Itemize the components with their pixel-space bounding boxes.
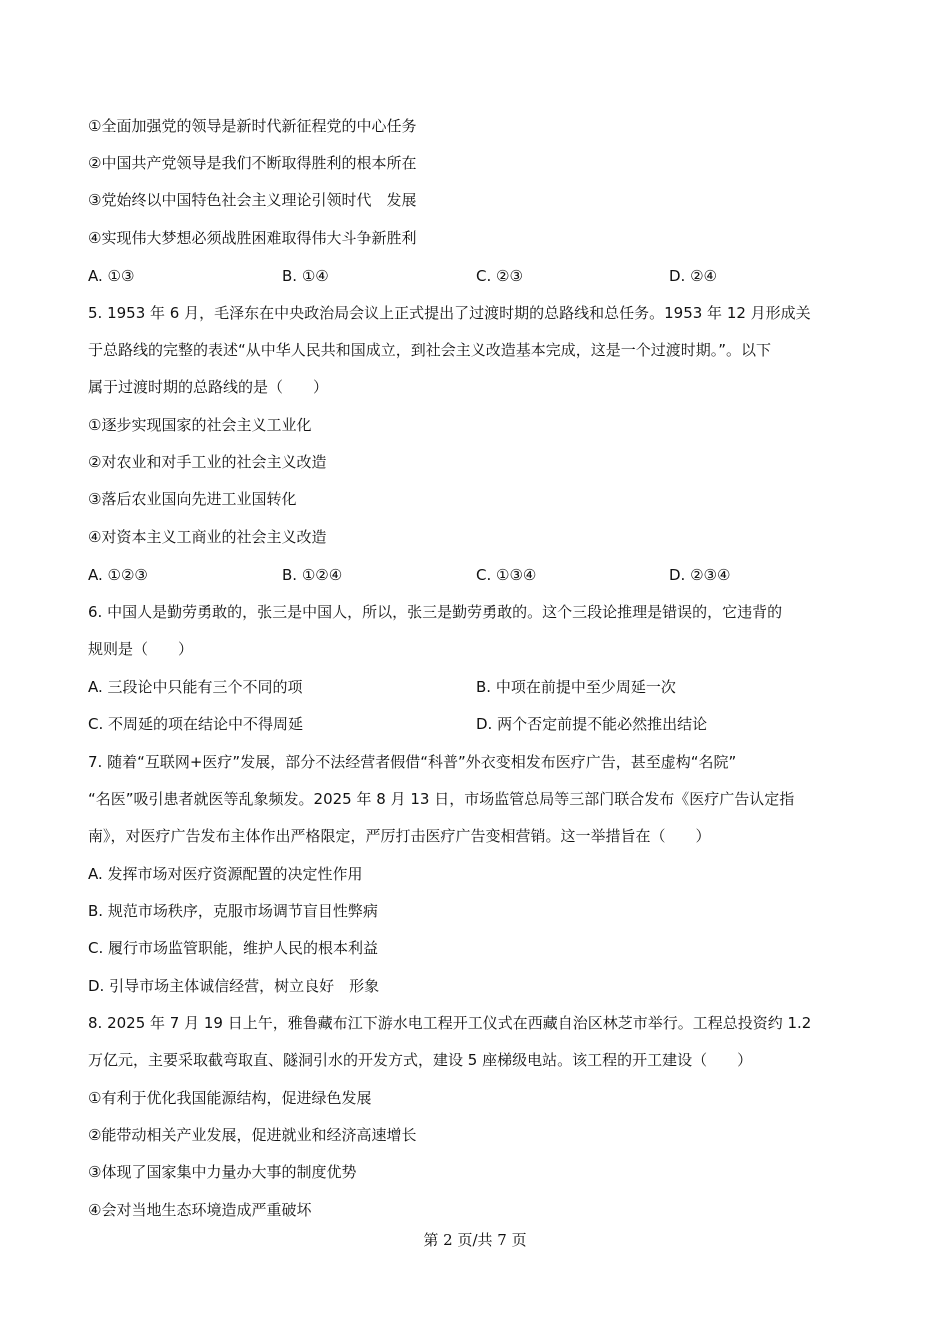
q7-stem-line-1: 7. 随着“互联网+医疗”发展，部分不法经营者假借“科普”外衣变相发布医疗广告，甚至虚构“名院” (88, 753, 737, 771)
q5-item-3: ③落后农业国向先进工业国转化 (88, 490, 297, 508)
page-number: 第 2 页/共 7 页 (423, 1231, 527, 1249)
q7-option-a: A. 发挥市场对医疗资源配置的决定性作用 (88, 865, 363, 883)
q4-item-2: ②中国共产党领导是我们不断取得胜利的根本所在 (88, 154, 417, 172)
q6-option-d: D. 两个否定前提不能必然推出结论 (476, 715, 708, 733)
q4-item-1: ①全面加强党的领导是新时代新征程党的中心任务 (88, 117, 417, 135)
q5-stem-line-3: 属于过渡时期的总路线的是（ ） (88, 378, 329, 396)
q7-option-c: C. 履行市场监管职能，维护人民的根本利益 (88, 939, 379, 957)
q7-option-b: B. 规范市场秩序，克服市场调节盲目性弊病 (88, 902, 378, 920)
q5-stem-line-2: 于总路线的完整的表述“从中华人民共和国成立，到社会主义改造基本完成，这是一个过渡时期。”。以下 (88, 341, 772, 359)
q4-option-c: C. ②③ (476, 267, 523, 285)
q4-item-4: ④实现伟大梦想必须战胜困难取得伟大斗争新胜利 (88, 229, 417, 247)
q5-option-b: B. ①②④ (282, 566, 343, 584)
q5-option-a: A. ①②③ (88, 566, 148, 584)
q5-stem-line-1: 5. 1953 年 6 月，毛泽东在中央政治局会议上正式提出了过渡时期的总路线和总任务。1953 年 12 月形成关 (88, 304, 811, 322)
q8-item-1: ①有利于优化我国能源结构，促进绿色发展 (88, 1089, 372, 1107)
q8-item-3: ③体现了国家集中力量办大事的制度优势 (88, 1163, 357, 1181)
q7-stem-line-3: 南》，对医疗广告发布主体作出严格限定，严厉打击医疗广告变相营销。这一举措旨在（ ） (88, 827, 711, 845)
q5-option-d: D. ②③④ (669, 566, 731, 584)
q8-stem-line-2: 万亿元，主要采取截弯取直、隧洞引水的开发方式，建设 5 座梯级电站。该工程的开工建设（ ） (88, 1051, 753, 1069)
q5-option-c: C. ①③④ (476, 566, 537, 584)
q8-item-2: ②能带动相关产业发展，促进就业和经济高速增长 (88, 1126, 417, 1144)
q4-item-3: ③党始终以中国特色社会主义理论引领时代 发展 (88, 191, 417, 209)
q6-stem-line-2: 规则是（ ） (88, 640, 194, 658)
q4-option-b: B. ①④ (282, 267, 329, 285)
q6-option-a: A. 三段论中只能有三个不同的项 (88, 678, 303, 696)
q5-item-1: ①逐步实现国家的社会主义工业化 (88, 416, 312, 434)
q4-option-d: D. ②④ (669, 267, 717, 285)
q6-option-b: B. 中项在前提中至少周延一次 (476, 678, 676, 696)
q6-option-c: C. 不周延的项在结论中不得周延 (88, 715, 304, 733)
q6-stem-line-1: 6. 中国人是勤劳勇敢的，张三是中国人，所以，张三是勤劳勇敢的。这个三段论推理是错误的，它违背的 (88, 603, 783, 621)
q8-item-4: ④会对当地生态环境造成严重破坏 (88, 1201, 312, 1219)
q7-option-d: D. 引导市场主体诚信经营，树立良好 形象 (88, 977, 380, 995)
q5-item-4: ④对资本主义工商业的社会主义改造 (88, 528, 327, 546)
q7-stem-line-2: “名医”吸引患者就医等乱象频发。2025 年 8 月 13 日，市场监管总局等三部门联合发布《医疗广告认定指 (88, 790, 795, 808)
q8-stem-line-1: 8. 2025 年 7 月 19 日上午，雅鲁藏布江下游水电工程开工仪式在西藏自治区林芝市举行。工程总投资约 1.2 (88, 1014, 812, 1032)
q5-item-2: ②对农业和对手工业的社会主义改造 (88, 453, 327, 471)
q4-option-a: A. ①③ (88, 267, 135, 285)
